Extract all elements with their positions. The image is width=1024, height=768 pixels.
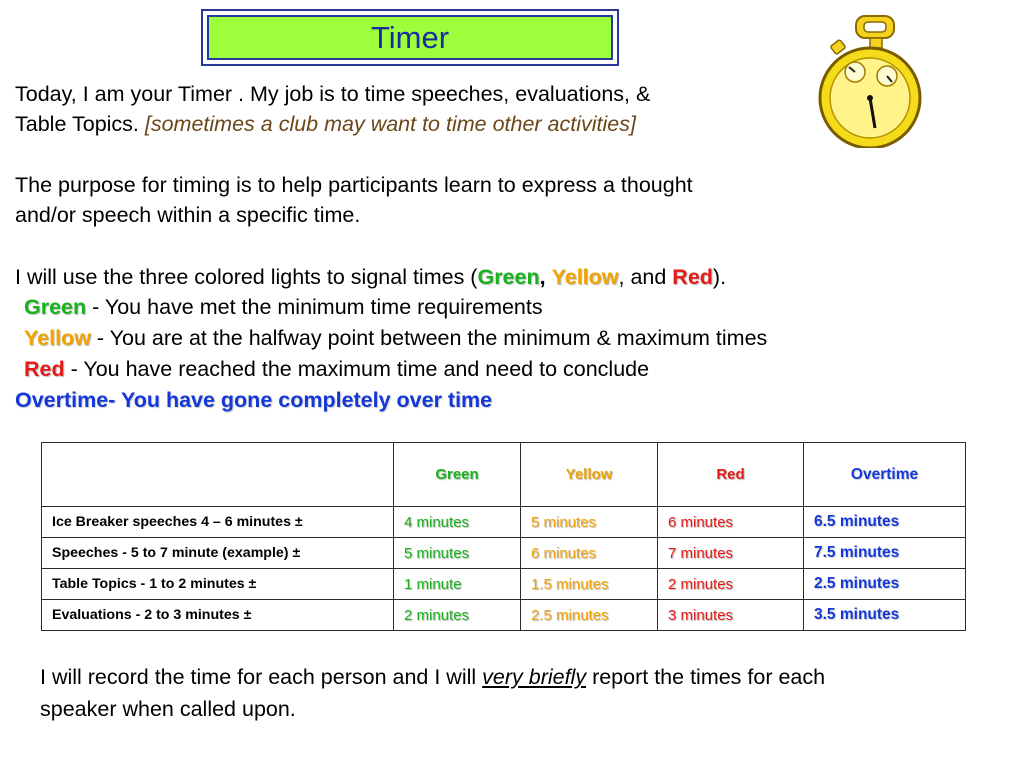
red-time: 3 minutes [658,600,804,631]
row-label: Evaluations - 2 to 3 minutes ± [42,600,394,631]
yellow-description: - You are at the halfway point between the minimum & maximum times [90,326,768,350]
title-box [201,9,619,66]
table-header-row [42,443,966,507]
overtime-time: 6.5 minutes [804,507,966,538]
lights-yellow-word: Yellow [551,265,619,289]
green-time: 1 minute [394,569,521,600]
red-meaning [24,356,649,382]
table-header-red: Red [658,443,804,507]
green-description: - You have met the minimum time requirements [86,295,543,319]
table-header-green: Green [394,443,521,507]
yellow-time: 6 minutes [521,538,658,569]
intro-line-2-text: Table Topics. [15,112,145,136]
lights-intro-pre: I will use the three colored lights to signal times ( [15,265,478,289]
lights-red-word: Red [672,265,713,289]
row-label: Ice Breaker speeches 4 – 6 minutes ± [42,507,394,538]
purpose-line-1: The purpose for timing is to help participants learn to express a thought [15,173,693,197]
overtime-time: 3.5 minutes [804,600,966,631]
yellow-time: 1.5 minutes [521,569,658,600]
lights-green-word: Green [477,265,540,289]
table-row [42,538,966,569]
green-meaning [24,294,543,320]
lights-intro [15,264,726,290]
table-row [42,600,966,631]
footer-emphasis: very briefly [482,665,587,689]
green-time: 4 minutes [394,507,521,538]
overtime-time: 2.5 minutes [804,569,966,600]
green-time: 5 minutes [394,538,521,569]
page-title: Timer [370,20,450,55]
footer-post: report the times for each [586,665,826,689]
purpose-line-2: and/or speech within a specific time. [15,203,361,227]
yellow-label: Yellow [24,326,91,350]
overtime-meaning: Overtime- You have gone completely over time [15,388,493,412]
row-label: Table Topics - 1 to 2 minutes ± [42,569,394,600]
title-banner [207,15,613,60]
red-time: 2 minutes [658,569,804,600]
timing-table [41,442,966,631]
footer-line-1 [40,664,825,690]
red-time: 7 minutes [658,538,804,569]
table-header-overtime: Overtime [804,443,966,507]
table-row [42,569,966,600]
red-description: - You have reached the maximum time and need to conclude [64,357,650,381]
red-time: 6 minutes [658,507,804,538]
intro-note: [sometimes a club may want to time other activities] [144,112,636,136]
footer-line-2: speaker when called upon. [40,697,296,721]
footer-pre: I will record the time for each person and I will [40,665,483,689]
stopwatch-icon [812,12,924,148]
intro-line-1: Today, I am your Timer . My job is to time speeches, evaluations, & [15,82,651,106]
table-header-empty [42,443,394,507]
yellow-time: 5 minutes [521,507,658,538]
lights-comma: , [539,265,546,289]
yellow-meaning [24,325,767,351]
row-label: Speeches - 5 to 7 minute (example) ± [42,538,394,569]
overtime-time: 7.5 minutes [804,538,966,569]
table-row [42,507,966,538]
table-header-yellow: Yellow [521,443,658,507]
green-label: Green [24,295,87,319]
red-label: Red [24,357,65,381]
yellow-time: 2.5 minutes [521,600,658,631]
lights-and: , and [618,265,673,289]
lights-close: ). [712,265,727,289]
intro-line-2 [15,111,636,137]
green-time: 2 minutes [394,600,521,631]
